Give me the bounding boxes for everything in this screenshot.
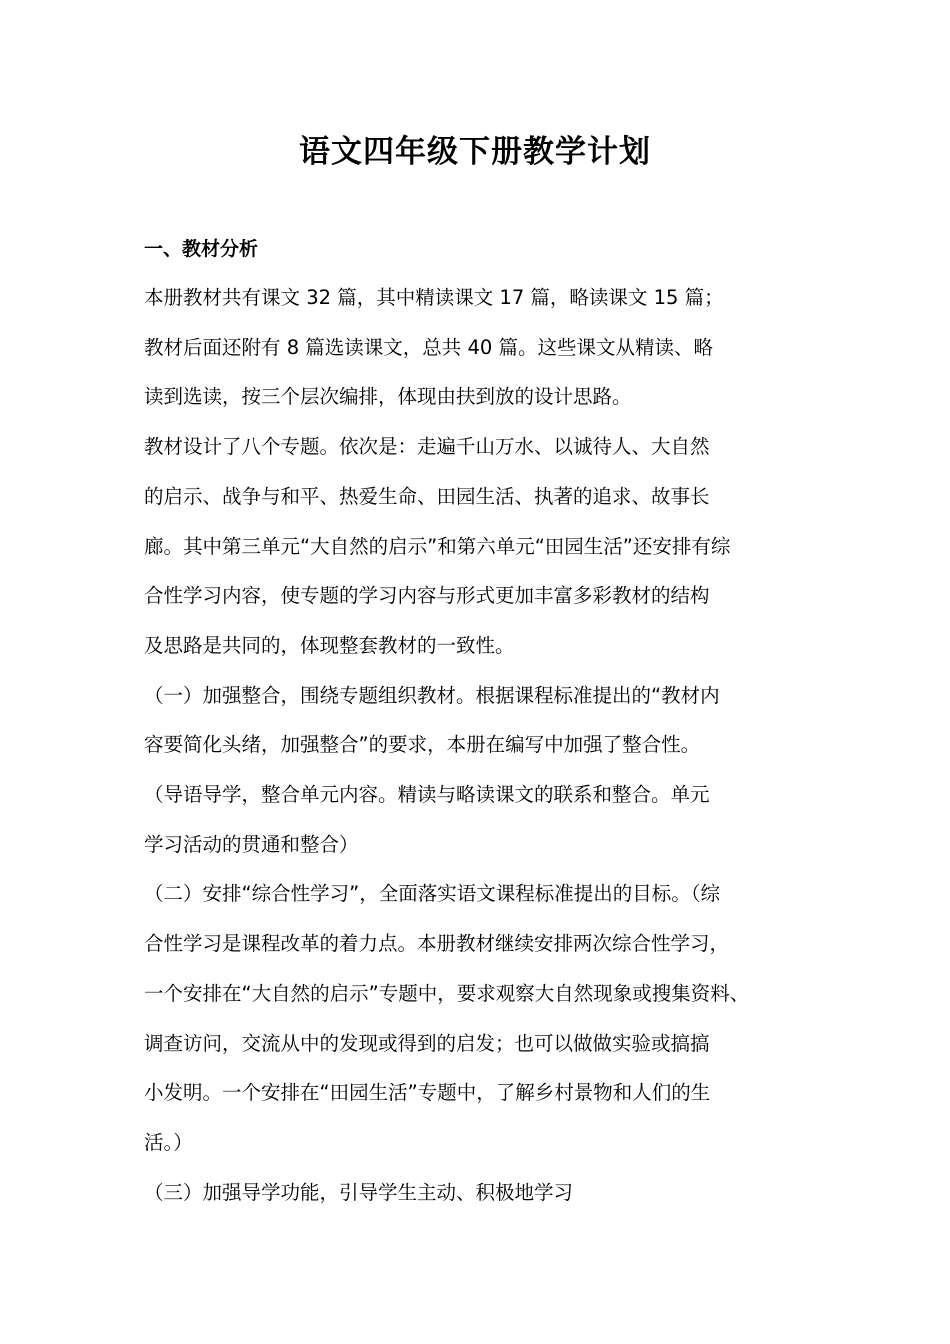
paragraph-line: 教材设计了八个专题。依次是：走遍千山万水、以诚待人、大自然 — [144, 435, 710, 459]
paragraph-line: （二）安排“综合性学习”，全面落实语文课程标准提出的目标。（综 — [144, 882, 720, 906]
paragraph-line: 合性学习是课程改革的着力点。本册教材继续安排两次综合性学习， — [144, 932, 730, 956]
paragraph-line: 学习活动的贯通和整合） — [144, 832, 359, 856]
document-body — [144, 225, 834, 1217]
paragraph-line: 教材后面还附有 8 篇选读课文，总共 40 篇。这些课文从精读、略 — [144, 335, 714, 359]
paragraph-line: 的启示、战争与和平、热爱生命、田园生活、执著的追求、故事长 — [144, 484, 710, 508]
paragraph-line: 调查访问，交流从中的发现或得到的启发；也可以做做实验或搞搞 — [144, 1031, 710, 1055]
paragraph-line: （一）加强整合，围绕专题组织教材。根据课程标准提出的“教材内 — [144, 683, 720, 707]
paragraph-line: （三）加强导学功能，引导学生主动、积极地学习 — [144, 1180, 574, 1204]
paragraph-line: 活。） — [144, 1130, 193, 1154]
paragraph-line: 一个安排在“大自然的启示”专题中，要求观察大自然现象或搜集资料、 — [144, 981, 750, 1005]
document-title: 语文四年级下册教学计划 — [299, 134, 651, 170]
paragraph-line: 读到选读，按三个层次编排，体现由扶到放的设计思路。 — [144, 385, 632, 409]
paragraph-line: 本册教材共有课文 32 篇，其中精读课文 17 篇，略读课文 15 篇； — [144, 286, 724, 309]
section-heading: 一、教材分析 — [144, 238, 259, 260]
paragraph-line: 及思路是共同的，体现整套教材的一致性。 — [144, 633, 515, 657]
paragraph-line: 小发明。一个安排在“田园生活”专题中，了解乡村景物和人们的生 — [144, 1081, 711, 1105]
paragraph-line: 容要简化头绪，加强整合”的要求，本册在编写中加强了整合性。 — [144, 733, 701, 757]
paragraph-line: （导语导学，整合单元内容。精读与略读课文的联系和整合。单元 — [144, 783, 710, 807]
paragraph-line: 廊。其中第三单元“大自然的启示”和第六单元“田园生活”还安排有综 — [144, 534, 731, 558]
paragraph-line: 合性学习内容，使专题的学习内容与形式更加丰富多彩教材的结构 — [144, 584, 710, 608]
